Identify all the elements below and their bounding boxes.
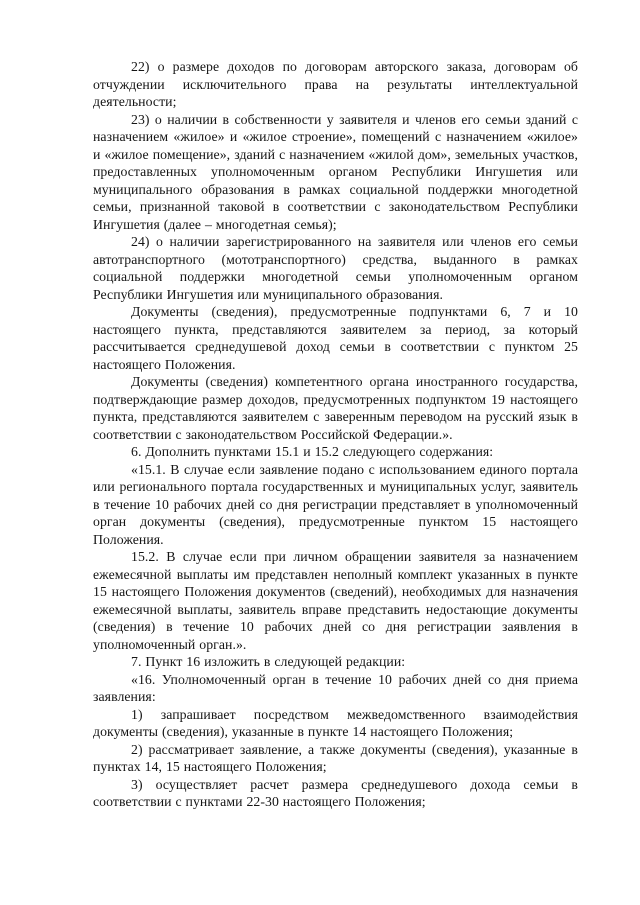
paragraph-point-16: «16. Уполномоченный орган в течение 10 рабочих дней со дня приема заявления: [93, 671, 578, 704]
paragraph-period-note: Документы (сведения), предусмотренные подпунктами 6, 7 и 10 настоящего пункта, представляются заявителем за период, за который рассчитывается среднедушевой доход семьи в соответствии с пунктом 25 настоящего Положения. [93, 304, 578, 372]
paragraph-point-16-item-1: 1) запрашивает посредством межведомственного взаимодействия документы (сведения), указанные в пункте 14 настоящего Положения; [93, 706, 578, 739]
paragraph-amendment-6: 6. Дополнить пунктами 15.1 и 15.2 следующего содержания: [131, 444, 494, 459]
paragraph-point-15-1: «15.1. В случае если заявление подано с использованием единого портала или регионального портала государственных и муниципальных услуг, заявитель в течение 10 рабочих дней со дня регистрации представляет в уполномоченный орган документы (сведения), предусмотренные пунктом 15 настоящего Положения. [93, 461, 578, 547]
paragraph-point-16-item-2: 2) рассматривает заявление, а также документы (сведения), указанные в пунктах 14, 15 настоящего Положения; [93, 741, 578, 774]
paragraph-item-23: 23) о наличии в собственности у заявителя и членов его семьи зданий с назначением «жилое» и «жилое строение», помещений с назначением «жилое» и «жилое помещение», зданий с назначением «жилой дом», земельных участков, предоставленных уполномоченным органом Республики Ингушетия или муниципального образования в рамках социальной поддержки многодетной семьи, признанной таковой в соответствии с законодательством Республики Ингушетия (далее – многодетная семья); [93, 111, 578, 232]
paragraph-foreign-documents: Документы (сведения) компетентного органа иностранного государства, подтверждающие размер доходов, предусмотренных подпунктом 19 настоящего пункта, представляются заявителем с заверенным переводом на русский язык в соответствии с законодательством Российской Федерации.». [93, 374, 578, 442]
paragraph-item-22: 22) о размере доходов по договорам авторского заказа, договорам об отчуждении исключительного права на результаты интеллектуальной деятельности; [93, 59, 578, 109]
paragraph-amendment-7: 7. Пункт 16 изложить в следующей редакции: [131, 654, 406, 669]
paragraph-point-15-2: 15.2. В случае если при личном обращении заявителя за назначением ежемесячной выплаты им представлен неполный комплект указанных в пункте 15 настоящего Положения документов (сведений), необходимых для назначения ежемесячной выплаты, заявитель вправе представить недостающие документы (сведения) в течение 10 рабочих дней со дня регистрации заявления в уполномоченный орган.». [93, 549, 578, 652]
paragraph-item-24: 24) о наличии зарегистрированного на заявителя или членов его семьи автотранспортного (мототранспортного) средства, выданного в рамках социальной поддержки многодетной семьи уполномоченным органом Республики Ингушетия или муниципального образования. [93, 234, 578, 302]
paragraph-point-16-item-3: 3) осуществляет расчет размера среднедушевого дохода семьи в соответствии с пунктами 22-30 настоящего Положения; [93, 776, 578, 809]
